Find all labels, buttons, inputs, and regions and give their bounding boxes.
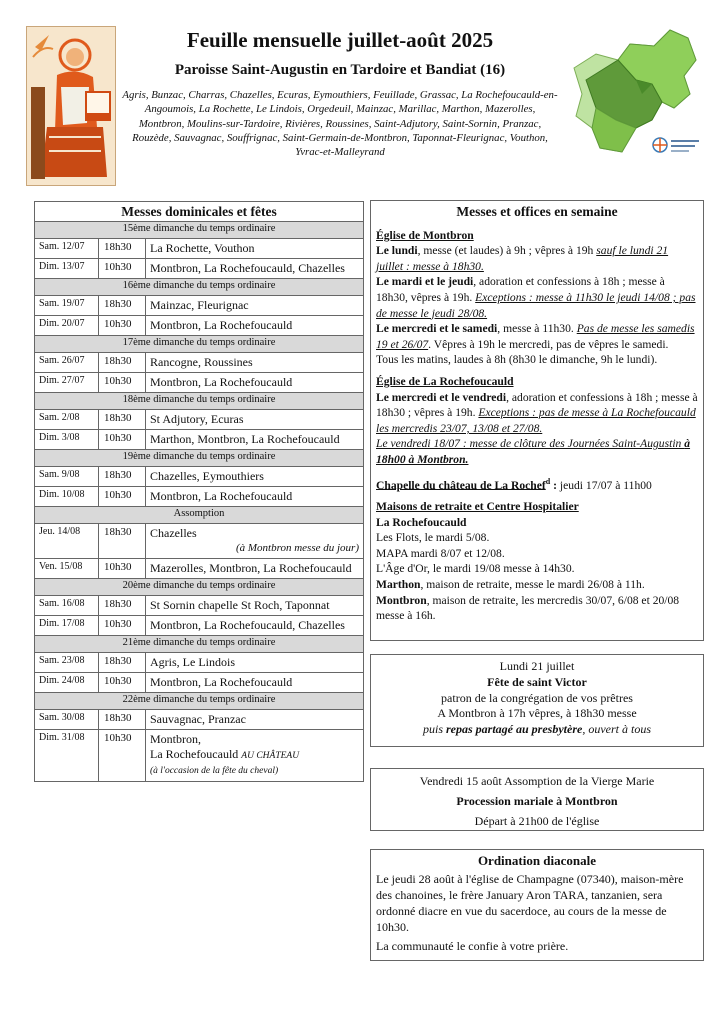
victor-schedule: A Montbron à 17h vêpres, à 18h30 messe	[437, 706, 637, 721]
mass-place-text: Montbron, La Rochefoucauld, Chazelles	[150, 261, 345, 275]
mass-row	[35, 373, 364, 393]
marthon-line: Marthon, maison de retraite, messe le mardi 26/08 à 11h.	[376, 577, 645, 591]
mass-row	[35, 430, 364, 450]
rochefoucauld-town: La Rochefoucauld	[376, 515, 467, 529]
mass-time: 10h30	[99, 730, 146, 782]
mass-row	[35, 467, 364, 487]
retirement-homes-heading: Maisons de retraite et Centre Hospitalier	[376, 499, 579, 513]
mass-place	[146, 730, 364, 782]
montbron-home-line: Montbron, maison de retraite, les mercredis 30/07, 6/08 et 20/08 messe à 16h.	[376, 593, 680, 623]
mass-place	[146, 487, 364, 507]
sunday-masses-title: Messes dominicales et fêtes	[35, 202, 364, 222]
mass-place-text: Agris, Le Lindois	[150, 655, 235, 669]
mass-note: (à Montbron messe du jour)	[235, 542, 359, 554]
mass-day: Sam. 23/08	[35, 653, 99, 673]
mass-day: Sam. 26/07	[35, 353, 99, 373]
mass-place-text: Montbron, La Rochefoucauld	[150, 318, 293, 332]
mass-time: 18h30	[99, 410, 146, 430]
mass-time: 18h30	[99, 296, 146, 316]
mass-place-text: Montbron, La Rochefoucauld	[150, 675, 293, 689]
mass-place-text: Montbron, La Rochefoucauld	[150, 375, 293, 389]
mass-place-text-2: La Rochefoucauld	[150, 747, 239, 761]
mass-day: Dim. 17/08	[35, 616, 99, 636]
mass-place-text: Montbron, La Rochefoucauld	[150, 489, 293, 503]
mass-time: 18h30	[99, 239, 146, 259]
section-heading: 15ème dimanche du temps ordinaire	[35, 222, 364, 239]
village-list: Agris, Bunzac, Charras, Chazelles, Ecuras, Eymouthiers, Feuillade, Grassac, La Rochefoucauld-en-Angoumois, La Rochette, Le Lindois, Orgedeuil, Mainzac, Marillac, Marthon, Mazerolles, Montbron, Moulins-sur-Tardoire, Rivières, Roussines, Saint-Adjutory, Saint-Sornin, Pranzac, Rouzède, Sauvagnac, Souffrignac, Saint-Germain-de-Montbron, Taponnat-Fleurignac, Vouthon, Yvrac-et-Malleyrand	[122, 89, 558, 159]
section-heading: 22ème dimanche du temps ordinaire	[35, 693, 364, 710]
assumption-box	[370, 768, 704, 831]
mass-time: 10h30	[99, 259, 146, 279]
mass-place	[146, 673, 364, 693]
section-heading: 19ème dimanche du temps ordinaire	[35, 450, 364, 467]
mass-time: 18h30	[99, 710, 146, 730]
mass-row	[35, 616, 364, 636]
mass-place	[146, 353, 364, 373]
section-heading: 20ème dimanche du temps ordinaire	[35, 579, 364, 596]
mass-place-text: Marthon, Montbron, La Rochefoucauld	[150, 432, 340, 446]
weekday-masses-box	[370, 200, 704, 641]
mass-place	[146, 616, 364, 636]
mass-time: 10h30	[99, 559, 146, 579]
mass-time: 10h30	[99, 373, 146, 393]
mass-place	[146, 259, 364, 279]
mass-place-chateau: AU CHÂTEAU	[241, 751, 300, 761]
montbron-monday: Le lundi, messe (et laudes) à 9h ; vêpres à 19h sauf le lundi 21 juillet : messe à 18h30.	[376, 244, 669, 273]
age-dor-line: L'Âge d'Or, le mardi 19/08 messe à 14h30.	[376, 562, 575, 576]
mass-place	[146, 596, 364, 616]
mass-row	[35, 730, 364, 782]
mass-row	[35, 259, 364, 279]
sunday-masses-body	[35, 222, 364, 782]
mass-place-text: Chazelles	[150, 526, 197, 540]
mass-day: Ven. 15/08	[35, 559, 99, 579]
weekday-title: Messes et offices en semaine	[456, 204, 618, 219]
mass-day: Dim. 13/07	[35, 259, 99, 279]
montbron-heading: Église de Montbron	[376, 228, 474, 242]
mass-time: 10h30	[99, 616, 146, 636]
procession-departure: Départ à 21h00 de l'église	[474, 814, 600, 828]
parish-name: Paroisse Saint-Augustin en Tardoire et Bandiat (16)	[174, 62, 506, 78]
mass-row	[35, 559, 364, 579]
mass-day: Sam. 16/08	[35, 596, 99, 616]
assumption-date: Vendredi 15 août Assomption de la Vierge Marie	[419, 774, 655, 788]
mass-row	[35, 487, 364, 507]
mass-place-text: Chazelles, Eymouthiers	[150, 469, 264, 483]
mass-place	[146, 467, 364, 487]
mass-row	[35, 353, 364, 373]
mass-place	[146, 559, 364, 579]
mass-place	[146, 524, 364, 559]
mass-row	[35, 524, 364, 559]
mass-day: Dim. 31/08	[35, 730, 99, 782]
mass-day: Dim. 3/08	[35, 430, 99, 450]
mass-time: 18h30	[99, 467, 146, 487]
mass-time: 18h30	[99, 596, 146, 616]
mass-place	[146, 430, 364, 450]
mass-day: Sam. 9/08	[35, 467, 99, 487]
mass-note-small: (à l'occasion de la fête du cheval)	[150, 766, 279, 776]
mass-day: Sam. 19/07	[35, 296, 99, 316]
ordination-prayer: La communauté le confie à votre prière.	[376, 939, 569, 953]
mass-place-text: Mazerolles, Montbron, La Rochefoucauld	[150, 561, 352, 575]
rochefoucauld-wednesday-friday: Le mercredi et le vendredi, adoration et confessions à 18h ; messe à 18h30 ; vêpres à 19h. Exceptions : pas de messe à La Rochefoucauld les mercredis 23/07, 13/08 et 27/08.	[376, 390, 698, 435]
mass-day: Dim. 20/07	[35, 316, 99, 336]
mass-time: 10h30	[99, 487, 146, 507]
montbron-lauds: Tous les matins, laudes à 8h (8h30 le dimanche, 9h le lundi).	[376, 353, 658, 367]
mass-day: Sam. 2/08	[35, 410, 99, 430]
saint-augustin-image	[26, 26, 116, 186]
victor-patron: patron de la congrégation de vos prêtres	[441, 690, 633, 705]
mass-row	[35, 653, 364, 673]
mass-day: Dim. 27/07	[35, 373, 99, 393]
victor-date: Lundi 21 juillet	[499, 659, 575, 673]
mass-place-text: Montbron, La Rochefoucauld, Chazelles	[150, 618, 345, 632]
mass-place-text: Mainzac, Fleurignac	[150, 298, 249, 312]
ordination-text: Le jeudi 28 août à l'église de Champagne (07340), maison-mère des chanoines, le frère January Aron TARA, tanzanien, sera ordonné diacre en vue du sacerdoce, au cours de la messe de 10h30.	[376, 872, 684, 934]
mass-row	[35, 596, 364, 616]
mass-place	[146, 239, 364, 259]
montbron-wednesday-saturday: Le mercredi et le samedi, messe à 11h30. Pas de messe les samedis 19 et 26/07. Vêpres à 19h le mercredi, pas de vêpres le samedi.	[376, 322, 695, 351]
mass-place-text: Sauvagnac, Pranzac	[150, 712, 246, 726]
procession-title: Procession mariale à Montbron	[456, 794, 618, 808]
section-heading: 17ème dimanche du temps ordinaire	[35, 336, 364, 353]
mass-place	[146, 316, 364, 336]
mass-place-text: La Rochette, Vouthon	[150, 241, 255, 255]
sunday-masses-table	[34, 201, 364, 782]
ordination-title: Ordination diaconale	[477, 853, 597, 868]
mass-day: Jeu. 14/08	[35, 524, 99, 559]
mass-time: 10h30	[99, 673, 146, 693]
mapa-line: MAPA mardi 8/07 et 12/08.	[376, 546, 505, 560]
mass-day: Sam. 30/08	[35, 710, 99, 730]
mass-row	[35, 710, 364, 730]
mass-row	[35, 239, 364, 259]
page-title: Feuille mensuelle juillet-août 2025	[186, 28, 494, 52]
mass-place	[146, 296, 364, 316]
mass-place-text: St Sornin chapelle St Roch, Taponnat	[150, 598, 330, 612]
montbron-tuesday-thursday: Le mardi et le jeudi, adoration et confessions à 18h ; messe à 18h30, vêpres à 19h. Exceptions : messe à 11h30 le jeudi 14/08 ; pas de messe le jeudi 28/08.	[376, 275, 696, 320]
mass-place	[146, 410, 364, 430]
les-flots-line: Les Flots, le mardi 5/08.	[376, 531, 490, 545]
mass-row	[35, 673, 364, 693]
mass-row	[35, 316, 364, 336]
mass-row	[35, 296, 364, 316]
mass-day: Dim. 24/08	[35, 673, 99, 693]
saint-victor-box	[370, 654, 704, 747]
mass-place-text: Rancogne, Roussines	[150, 355, 253, 369]
mass-time: 10h30	[99, 316, 146, 336]
mass-place-text: Montbron,	[150, 732, 201, 746]
victor-meal: puis repas partagé au presbytère, ouvert à tous	[422, 722, 651, 737]
mass-day: Sam. 12/07	[35, 239, 99, 259]
mass-place	[146, 653, 364, 673]
section-heading: 16ème dimanche du temps ordinaire	[35, 279, 364, 296]
mass-row	[35, 410, 364, 430]
rochefoucauld-closing-mass: Le vendredi 18/07 : messe de clôture des Journées Saint-Augustin à 18h00 à Montbron.	[376, 437, 691, 466]
section-heading: Assomption	[35, 507, 364, 524]
ordination-box	[370, 849, 704, 961]
rochefoucauld-heading: Église de La Rochefoucauld	[376, 374, 514, 388]
mass-place	[146, 710, 364, 730]
victor-feast: Fête de saint Victor	[487, 674, 587, 689]
mass-day: Dim. 10/08	[35, 487, 99, 507]
section-heading: 21ème dimanche du temps ordinaire	[35, 636, 364, 653]
mass-place-text: St Adjutory, Ecuras	[150, 412, 244, 426]
mass-time: 18h30	[99, 653, 146, 673]
mass-time: 18h30	[99, 524, 146, 559]
mass-time: 18h30	[99, 353, 146, 373]
chapel-line: Chapelle du château de La Rochef$^d$ : jeudi 17/07 à 11h00	[376, 476, 652, 492]
section-heading: 18ème dimanche du temps ordinaire	[35, 393, 364, 410]
mass-time: 10h30	[99, 430, 146, 450]
mass-place	[146, 373, 364, 393]
diocese-logo-icon	[650, 132, 702, 158]
